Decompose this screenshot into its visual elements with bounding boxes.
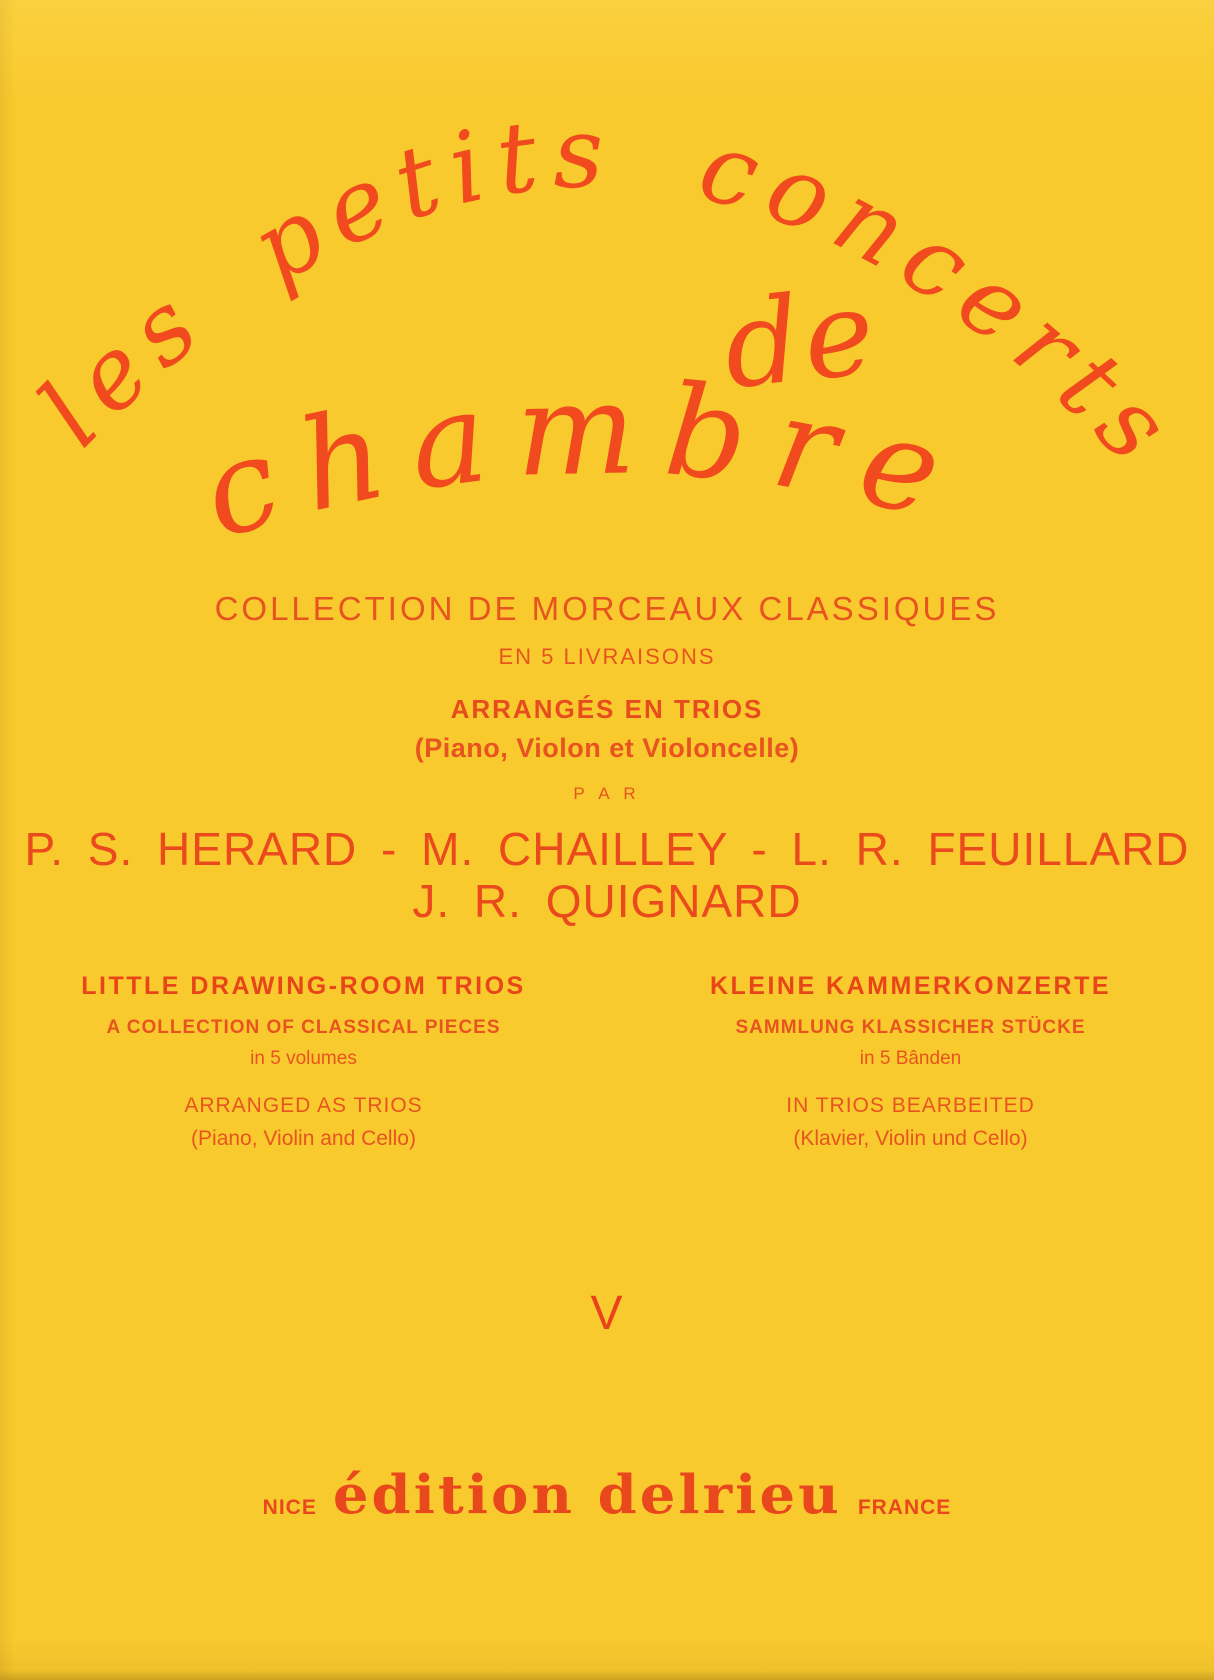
- publisher-city: NICE: [262, 1496, 317, 1519]
- publisher-name: édition delrieu: [332, 1463, 842, 1527]
- authors-line-2: J. R. QUIGNARD: [412, 875, 802, 927]
- title-line2: de: [717, 262, 885, 416]
- german-instruments: (Klavier, Violin und Cello): [793, 1127, 1028, 1150]
- german-title: KLEINE KAMMERKONZERTE: [709, 972, 1112, 1000]
- publisher-country: FRANCE: [857, 1496, 952, 1519]
- english-subtitle: A COLLECTION OF CLASSICAL PIECES: [106, 1017, 501, 1038]
- par-line: P A R: [573, 784, 641, 803]
- authors-line-1: P. S. HERARD - M. CHAILLEY - L. R. FEUILLARD: [24, 823, 1190, 875]
- english-instruments: (Piano, Violin and Cello): [191, 1127, 416, 1150]
- collection-line: COLLECTION DE MORCEAUX CLASSIQUES: [214, 590, 1000, 627]
- title-chambre-text: [186, 355, 981, 568]
- english-title: LITTLE DRAWING-ROOM TRIOS: [81, 972, 526, 1000]
- german-subtitle: SAMMLUNG KLASSICHER STÜCKE: [735, 1017, 1086, 1038]
- script-title: [0, 28, 1214, 568]
- publisher-line: [0, 1462, 1214, 1528]
- instruments-fr-line: (Piano, Violon et Violoncelle): [414, 733, 800, 763]
- german-column: [607, 972, 1214, 1151]
- english-arranged: ARRANGED AS TRIOS: [184, 1094, 423, 1117]
- volume-numeral: V: [590, 1287, 624, 1340]
- english-column: [0, 972, 607, 1151]
- german-arranged: IN TRIOS BEARBEITED: [786, 1094, 1035, 1117]
- english-volumes: in 5 volumes: [250, 1048, 357, 1069]
- title-line1: les petits concerts: [17, 96, 1200, 493]
- title-line3: chambre: [185, 354, 981, 568]
- arranges-line: ARRANGÉS EN TRIOS: [450, 694, 764, 724]
- german-volumes: in 5 Bânden: [859, 1048, 962, 1069]
- livraisons-line: EN 5 LIVRAISONS: [498, 644, 716, 669]
- translation-columns: [0, 972, 1214, 1151]
